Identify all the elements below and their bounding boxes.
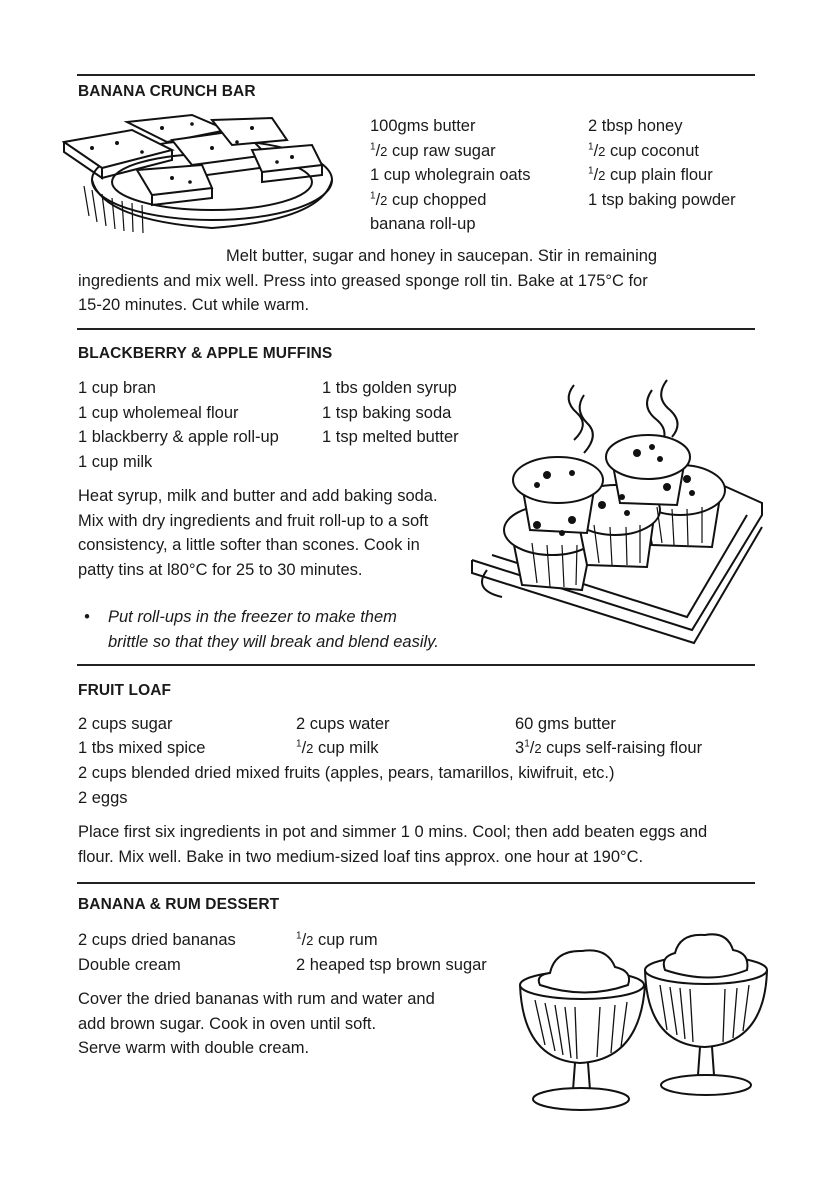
recipe-title-rum-dessert: BANANA & RUM DESSERT (78, 896, 280, 913)
muffins-tray-illustration (462, 375, 770, 655)
bullet: • (84, 608, 90, 626)
recipe-title-muffins: BLACKBERRY & APPLE MUFFINS (78, 345, 333, 362)
ingredient-list (78, 376, 279, 474)
ingredient: 1 tbs golden syrup (322, 379, 457, 397)
ingredient: 1 cup wholegrain oats (370, 166, 531, 184)
ingredient: 1 cup milk (78, 452, 153, 471)
ingredient: 1 tbs mixed spice (78, 739, 206, 757)
method-text: Cover the dried bananas with rum and water and add brown sugar. Cook in oven until soft. Serve warm with double cream. (78, 990, 435, 1057)
ingredient: 2 cups sugar (78, 715, 173, 733)
crunch-bars-plate-illustration (62, 110, 352, 240)
ingredient-list (370, 114, 531, 237)
ingredient: 2 cups water (296, 715, 390, 733)
ingredient: $^1$/2 cup raw sugar (370, 141, 496, 160)
ingredient: $^1$/2 cup milk (296, 738, 379, 757)
recipe-title-fruit-loaf: FRUIT LOAF (78, 682, 172, 699)
ingredient: 1 cup wholemeal flour (78, 403, 239, 422)
ingredient-list (588, 114, 736, 212)
ingredient: 1 tsp baking powder (588, 190, 736, 209)
ingredient: 2 cups blended dried mixed fruits (apples, pears, tamarillos, kiwifruit, etc.) (78, 764, 615, 782)
ingredient-list (78, 928, 236, 977)
recipe-title-banana-crunch: BANANA CRUNCH BAR (78, 83, 256, 100)
ingredient: 2 cups dried bananas (78, 931, 236, 949)
ingredient-list (322, 376, 459, 450)
ingredient: 2 eggs (78, 789, 128, 807)
section-divider (77, 882, 755, 884)
ingredient: $^1$/2 cup chopped (370, 190, 487, 209)
ingredient: 2 tbsp honey (588, 117, 683, 135)
section-divider (77, 328, 755, 330)
method-text: Melt butter, sugar and honey in saucepan. Stir in remaining ingredients and mix well. Press into greased sponge roll tin. Bake at 175°C for 15-20 minutes. Cut while warm. (78, 247, 658, 314)
ingredient-list (296, 928, 487, 977)
tip-note: • Put roll-ups in the freezer to make them brittle so that they will break and blend easily. (84, 605, 504, 654)
method-text: Place first six ingredients in pot and simmer 1 0 mins. Cool; then add beaten eggs and flour. Mix well. Bake in two medium-sized loaf tins approx. one hour at 190°C. (78, 823, 708, 866)
ingredient: $^1$/2 cup plain flour (588, 165, 713, 184)
ingredient: 1 blackberry & apple roll-up (78, 428, 279, 446)
dessert-glasses-illustration (515, 925, 775, 1115)
ingredient: $3^1/2$ cups self-raising flour (515, 738, 703, 757)
ingredient: Double cream (78, 955, 181, 974)
ingredient: 100gms butter (370, 117, 476, 135)
ingredient: 2 heaped tsp brown sugar (296, 955, 487, 974)
ingredient: 1 tsp baking soda (322, 403, 452, 422)
method-text: Heat syrup, milk and butter and add baking soda. Mix with dry ingredients and fruit roll-up to a soft consistency, a little softer than scones. Cook in patty tins at l80°C for 25 to 30 minutes. (78, 487, 438, 579)
ingredient: 1 tsp melted butter (322, 428, 459, 446)
ingredient: $^1$/2 cup coconut (588, 141, 699, 160)
section-divider (77, 664, 755, 666)
ingredient: 1 cup bran (78, 379, 156, 397)
ingredient: banana roll-up (370, 215, 476, 233)
ingredient: $^1$/2 cup rum (296, 930, 378, 949)
ingredient: 60 gms butter (515, 715, 616, 733)
section-divider (77, 74, 755, 76)
